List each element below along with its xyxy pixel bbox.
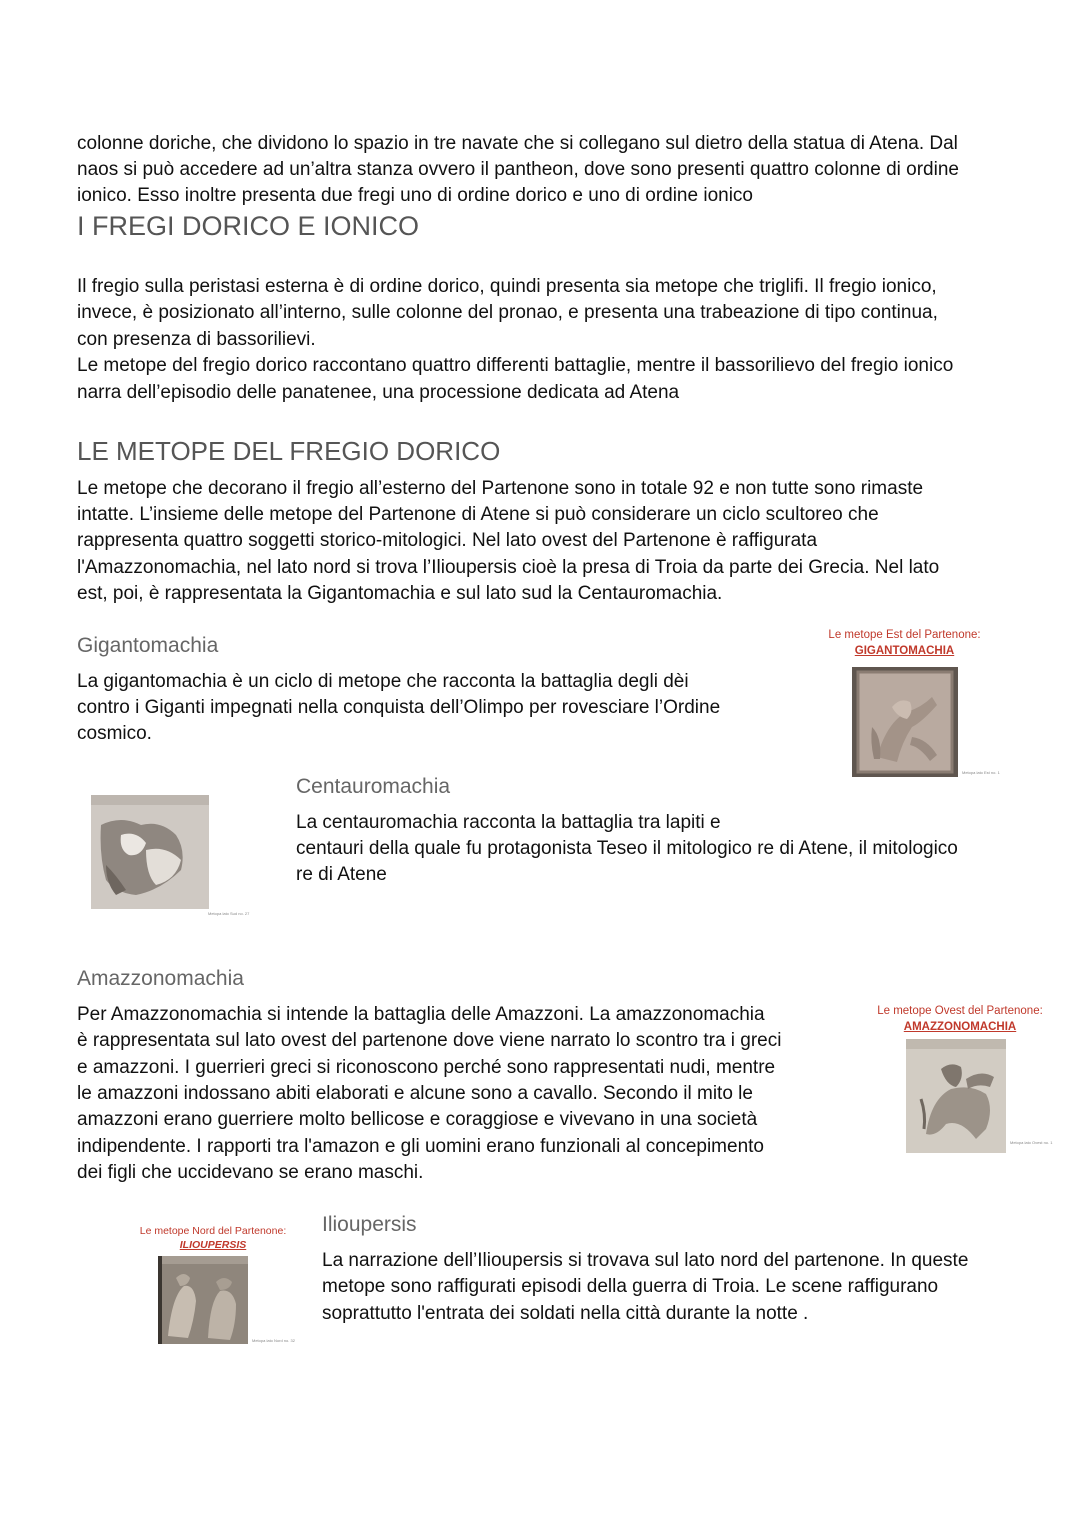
- ilioupersis-line-2: metope sono raffigurati episodi della guerra di Troia. Le scene raffigurano: [322, 1276, 939, 1297]
- amazzonomachia-line-3: e amazzoni. I guerrieri greci si riconoscono perché sono rappresentati nudi, mentre: [77, 1057, 776, 1078]
- centauromachia-line-1: La centauromachia racconta la battaglia tra lapiti e: [296, 812, 721, 833]
- metope-line-4: l'Amazzonomachia, nel lato nord si trova l’Ilioupersis cioè la presa di Troia da parte dei Grecia. Nel lato: [77, 557, 940, 578]
- amazzonomachia-line-1: Per Amazzonomachia si intende la battaglia delle Amazzoni. La amazzonomachia: [77, 1004, 765, 1025]
- amazzonomachia-line-2: è rappresentata sul lato ovest del partenone dove viene narrato lo scontro tra i greci: [77, 1030, 782, 1051]
- section-title-fregi: I FREGI DORICO E IONICO: [77, 211, 420, 241]
- figure-gigantomachia: [812, 627, 1000, 779]
- fregi-p2-line-2: narra dell’episodio delle panatenee, una processione dedicata ad Atena: [77, 382, 680, 403]
- fregi-p1-line-3: con presenza di bassorilievi.: [77, 329, 316, 350]
- figure-caption-subtitle: ILIOUPERSIS: [179, 1239, 247, 1251]
- subsection-title-amazzonomachia: Amazzonomachia: [77, 967, 244, 990]
- subsection-title-gigantomachia: Gigantomachia: [77, 634, 219, 657]
- metope-line-1: Le metope che decorano il fregio all’esterno del Partenone sono in totale 92 e non tutte sono rimaste: [77, 478, 924, 499]
- fregi-p2-line-1: Le metope del fregio dorico raccontano quattro differenti battaglie, mentre il bassorilievo del fregio ionico: [77, 355, 954, 376]
- centauromachia-line-3: re di Atene: [296, 864, 387, 885]
- intro-line-3: ionico. Esso inoltre presenta due fregi uno di ordine dorico e uno di ordine ionico: [77, 185, 753, 206]
- amazzonomachia-line-7: dei figli che uccidevano se erano maschi.: [77, 1162, 424, 1183]
- metope-relief-image: [158, 1256, 248, 1344]
- figure-credit: Metopa lato Sud no. 27: [208, 911, 250, 916]
- metope-relief-image: [906, 1039, 1006, 1153]
- intro-line-2: naos si può accedere ad un’altra stanza ovvero il pantheon, dove sono presenti quattro colonne di ordine: [77, 159, 959, 180]
- metope-line-2: intatte. L’insieme delle metope del Partenone di Atene si può considerare un ciclo scultoreo che: [77, 504, 879, 525]
- figure-caption-subtitle: AMAZZONOMACHIA: [903, 1021, 1017, 1033]
- subsection-title-centauromachia: Centauromachia: [296, 775, 451, 798]
- amazzonomachia-line-6: indipendente. I rapporti tra l'amazon e gli uomini erano funzionali al concepimento: [77, 1136, 764, 1157]
- figure-credit: Metopa lato Nord no. 32: [252, 1338, 295, 1343]
- gigantomachia-line-3: cosmico.: [77, 723, 152, 744]
- fregi-p1-line-1: Il fregio sulla peristasi esterna è di ordine dorico, quindi presenta sia metope che triglifi. Il fregio ionico,: [77, 276, 937, 297]
- figure-caption-title: Le metope Est del Partenone:: [828, 629, 981, 641]
- intro-line-1: colonne doriche, che dividono lo spazio in tre navate che si collegano sul dietro della statua di Atena. Dal: [77, 133, 958, 154]
- figure-caption-title: Le metope Ovest del Partenone:: [877, 1005, 1043, 1017]
- ilioupersis-line-1: La narrazione dell’Ilioupersis si trovava sul lato nord del partenone. In queste: [322, 1250, 969, 1271]
- metope-line-3: rappresenta quattro soggetti storico-mitologici. Nel lato ovest del Partenone è raffigurata: [77, 530, 818, 551]
- metope-line-5: est, poi, è rappresentata la Gigantomachia e sul lato sud la Centauromachia.: [77, 583, 723, 604]
- gigantomachia-line-2: contro i Giganti impegnati nella conquista dell’Olimpo per rovesciare l’Ordine: [77, 697, 721, 718]
- figure-centauromachia: [88, 792, 268, 917]
- figure-amazzonomachia: [860, 1003, 1060, 1155]
- gigantomachia-line-1: La gigantomachia è un ciclo di metope che racconta la battaglia degli dèi: [77, 671, 689, 692]
- fregi-p1-line-2: invece, è posizionato all’interno, sulle colonne del pronao, e presenta una trabeazione di tipo continua,: [77, 302, 938, 323]
- ilioupersis-line-3: soprattutto l'entrata dei soldati nella città durante la notte .: [322, 1303, 809, 1324]
- figure-ilioupersis: [128, 1224, 298, 1348]
- figure-caption-title: Le metope Nord del Partenone:: [139, 1225, 287, 1237]
- figure-credit: Metopa lato Est no. 1: [962, 770, 1000, 775]
- metope-relief-image: [91, 795, 209, 909]
- amazzonomachia-line-4: le amazzoni indossano abiti elaborati e alcune sono a cavallo. Secondo il mito le: [77, 1083, 753, 1104]
- metope-relief-image: [852, 667, 958, 777]
- figure-credit: Metopa lato Ovest no. 1: [1010, 1140, 1053, 1145]
- subsection-title-ilioupersis: Ilioupersis: [322, 1213, 417, 1236]
- figure-caption-subtitle: GIGANTOMACHIA: [854, 645, 955, 657]
- amazzonomachia-line-5: amazzoni erano guerriere molto bellicose e coraggiose e vivevano in una società: [77, 1109, 758, 1130]
- centauromachia-line-2: centauri della quale fu protagonista Teseo il mitologico re di Atene, il mitologico: [296, 838, 958, 859]
- section-title-metope: LE METOPE DEL FREGIO DORICO: [77, 436, 501, 466]
